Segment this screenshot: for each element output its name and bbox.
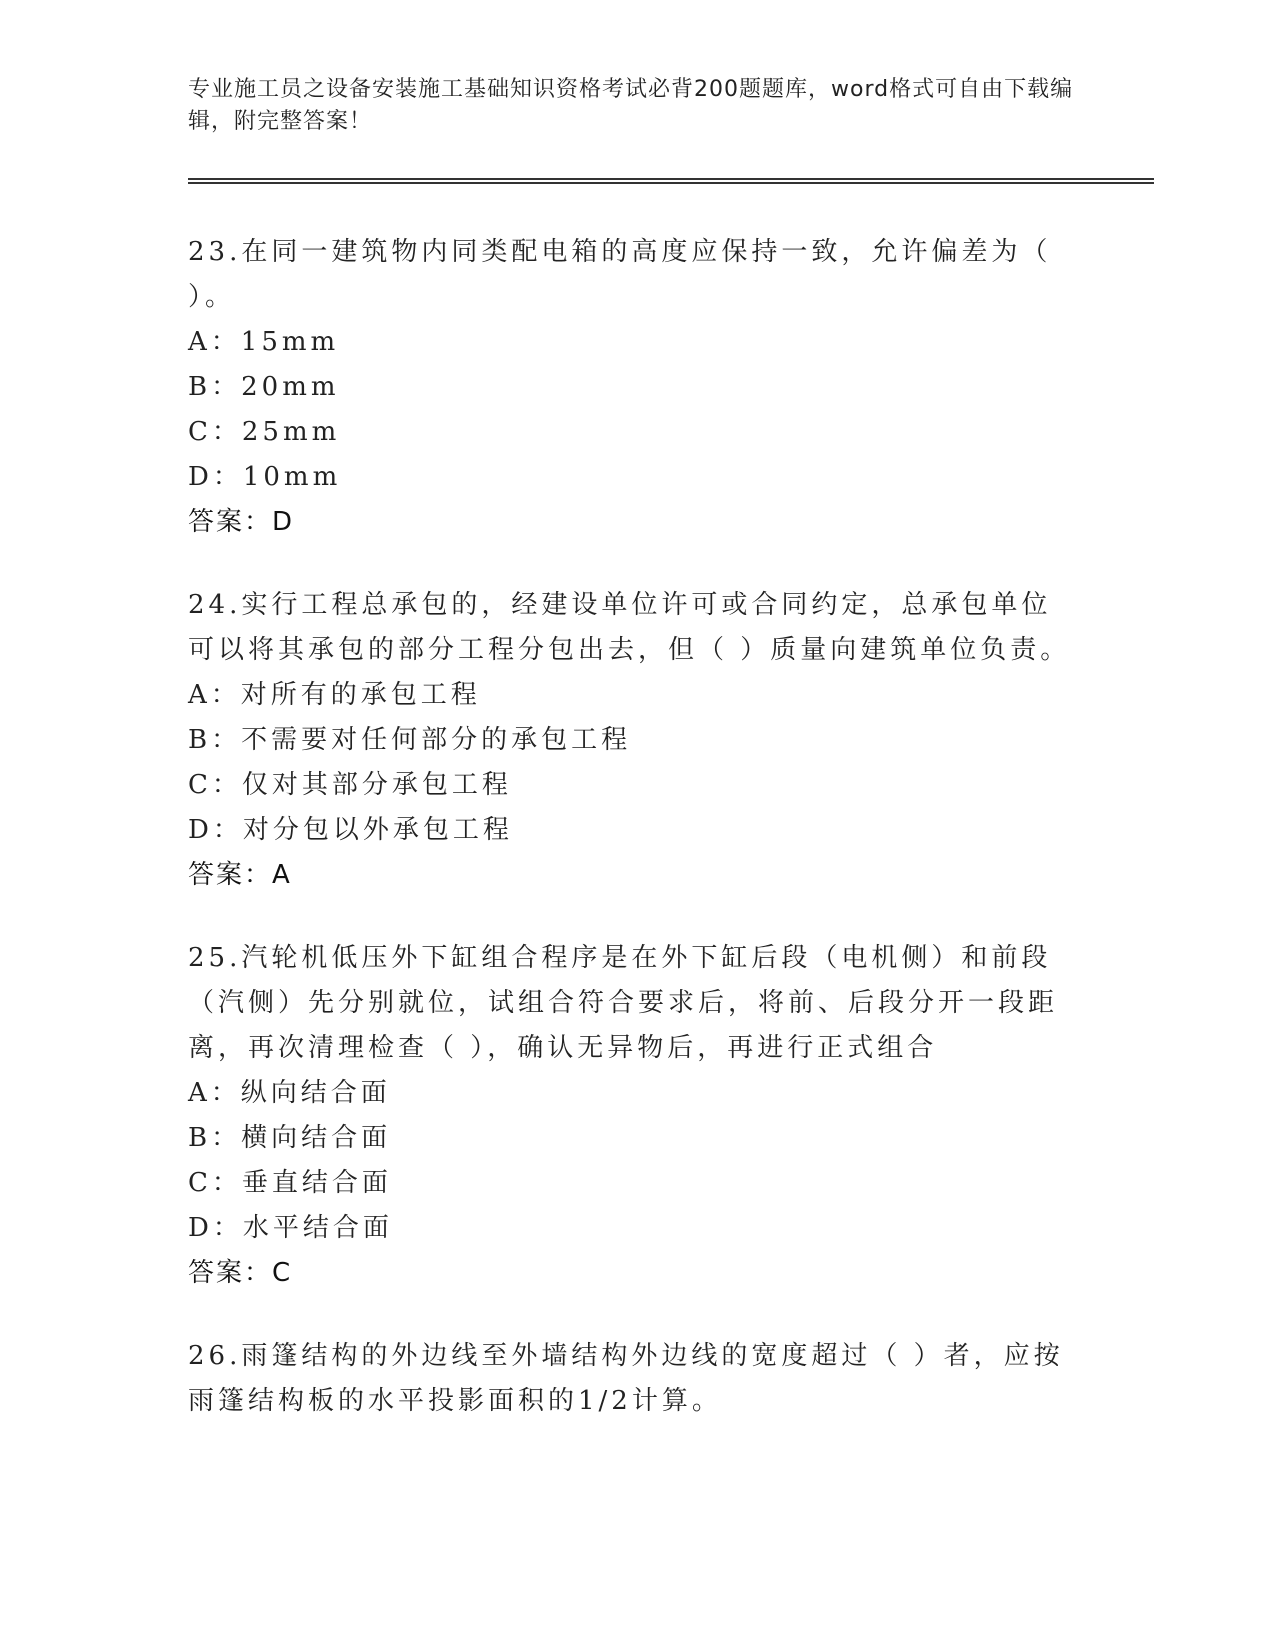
question-stem: 24.实行工程总承包的，经建设单位许可或合同约定，总承包单位可以将其承包的部分工程分包出去，但（ ）质量向建筑单位负责。 <box>188 590 1071 665</box>
option-d: D：10mm <box>188 462 342 492</box>
question-stem: 26.雨篷结构的外边线至外墙结构外边线的宽度超过（ ）者，应按雨篷结构板的水平投影面积的1/2计算。 <box>188 1341 1064 1416</box>
question-list <box>188 230 1088 1462</box>
question-23 <box>188 230 1088 545</box>
option-a: A：对所有的承包工程 <box>188 680 481 710</box>
option-c: C：仅对其部分承包工程 <box>188 770 512 800</box>
option-d: D：水平结合面 <box>188 1213 393 1243</box>
answer-label: 答案：D <box>188 507 295 537</box>
question-24 <box>188 583 1088 898</box>
document-header: 专业施工员之设备安装施工基础知识资格考试必背200题题库，word格式可自由下载编辑，附完整答案！ <box>188 77 1074 134</box>
question-stem: 25.汽轮机低压外下缸组合程序是在外下缸后段（电机侧）和前段（汽侧）先分别就位，试组合符合要求后，将前、后段分开一段距离，再次清理检查（ ），确认无异物后，再进行正式组合 <box>188 943 1059 1063</box>
option-b: B：不需要对任何部分的承包工程 <box>188 725 632 755</box>
option-d: D：对分包以外承包工程 <box>188 815 513 845</box>
header-divider <box>188 178 1154 184</box>
option-a: A：15mm <box>188 327 340 357</box>
option-c: C：25mm <box>188 417 341 447</box>
option-b: B：横向结合面 <box>188 1123 392 1153</box>
question-25 <box>188 936 1088 1296</box>
option-c: C：垂直结合面 <box>188 1168 392 1198</box>
answer-label: 答案：C <box>188 1258 293 1288</box>
option-b: B：20mm <box>188 372 340 402</box>
option-a: A：纵向结合面 <box>188 1078 391 1108</box>
question-stem: 23.在同一建筑物内同类配电箱的高度应保持一致，允许偏差为（ ）。 <box>188 237 1052 312</box>
question-26 <box>188 1334 1088 1424</box>
answer-label: 答案：A <box>188 860 292 890</box>
